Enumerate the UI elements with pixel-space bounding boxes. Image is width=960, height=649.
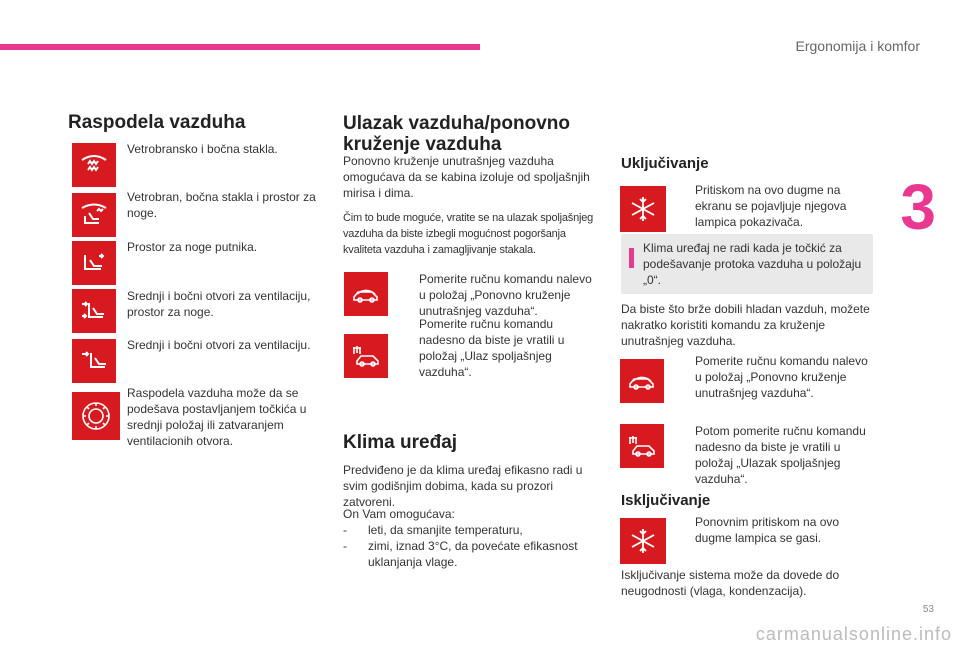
klima-dash: - <box>343 523 347 537</box>
snowflake-ac-icon <box>620 518 666 564</box>
face-feet-airflow-icon <box>72 289 116 333</box>
snowflake-ac-icon <box>620 186 666 232</box>
fast-step-1: Pomerite ručnu komandu nalevo u položaj „Ponovno kruženje unutrašnjeg vazduha“. <box>695 354 868 400</box>
left-item-3-text: Prostor za noge putnika. <box>127 240 258 254</box>
windshield-defrost-icon <box>72 143 116 187</box>
dial-icon <box>72 392 120 440</box>
left-item-2-text: Vetrobran, bočna stakla i prostor za noge. <box>127 190 316 220</box>
middle-intro: Ponovno kruženje unutrašnjeg vazduha omogućava da se kabina izoluje od spoljašnjih mirisa i dima. <box>343 154 590 200</box>
klima-list-item-2: zimi, iznad 3°C, da povećate efikasnost uklanjanja vlage. <box>368 539 578 569</box>
left-title: Raspodela vazduha <box>68 112 246 133</box>
outside-air-car-icon <box>344 334 388 378</box>
middle-step-2: Pomerite ručnu komandu nadesno da biste je vratili u položaj „Ulaz spoljašnjeg vazduha“. <box>419 317 565 379</box>
middle-title: Ulazak vazduha/ponovno kruženje vazduha <box>343 113 570 155</box>
off-text: Isključivanje sistema može da dovede do neugodnosti (vlaga, kondenzacija). <box>621 568 840 598</box>
klima-list-item-1: leti, da smanjite temperaturu, <box>368 523 523 537</box>
off-title: Isključivanje <box>621 492 711 509</box>
fast-text: Da biste što brže dobili hladan vazduh, možete nakratko koristiti komandu za kruženje unutrašnjeg vazduha. <box>621 302 870 348</box>
recirculation-car-icon <box>620 359 664 403</box>
feet-airflow-icon <box>72 241 116 285</box>
watermark: carmanualsonline.info <box>755 624 952 644</box>
fast-step-2: Potom pomerite ručnu komandu nadesno da biste je vratili u položaj „Ulazak spoljašnjeg vazduha“. <box>695 424 866 486</box>
klima-on: On Vam omogućava: <box>343 507 455 521</box>
face-airflow-icon <box>72 339 116 383</box>
windshield-feet-icon <box>72 193 116 237</box>
left-item-1-text: Vetrobransko i bočna stakla. <box>127 142 278 156</box>
klima-title: Klima uređaj <box>343 432 458 453</box>
middle-step-1: Pomerite ručnu komandu nalevo u položaj „Ponovno kruženje unutrašnjeg vazduha“. <box>419 272 592 318</box>
info-text: Klima uređaj ne radi kada je točkić za podešavanje protoka vazduha u položaju „0“. <box>643 241 862 287</box>
off-step: Ponovnim pritiskom na ovo dugme lampica se gasi. <box>695 515 840 545</box>
left-item-6-text: Raspodela vazduha može da se podešava postavljanjem točkića u srednji položaj ili zatvaranjem ventilacionih otvora. <box>127 386 307 448</box>
on-title: Uključivanje <box>621 155 709 172</box>
info-icon <box>629 248 634 268</box>
recirculation-car-icon <box>344 272 388 316</box>
on-step: Pritiskom na ovo dugme na ekranu se pojavljuje njegova lampica pokazivača. <box>695 183 847 229</box>
info-box <box>621 234 873 294</box>
outside-air-car-icon <box>620 424 664 468</box>
header-accent-bar <box>0 44 480 50</box>
middle-note: Čim to bude moguće, vratite se na ulazak spoljašnjeg vazduha da biste izbegli mogućnost pogoršanja kvaliteta vazduha i zamagljivanje stakala. <box>343 212 594 256</box>
chapter-number: 3 <box>900 171 936 243</box>
page-number: 53 <box>922 604 934 615</box>
klima-text: Predviđeno je da klima uređaj efikasno radi u svim godišnjim dobima, kada su prozori zatvoreni. <box>343 463 583 509</box>
klima-dash: - <box>343 539 347 553</box>
left-item-5-text: Srednji i bočni otvori za ventilaciju. <box>127 338 311 352</box>
section-title: Ergonomija i komfor <box>795 38 920 54</box>
left-item-4-text: Srednji i bočni otvori za ventilaciju, prostor za noge. <box>127 289 311 319</box>
